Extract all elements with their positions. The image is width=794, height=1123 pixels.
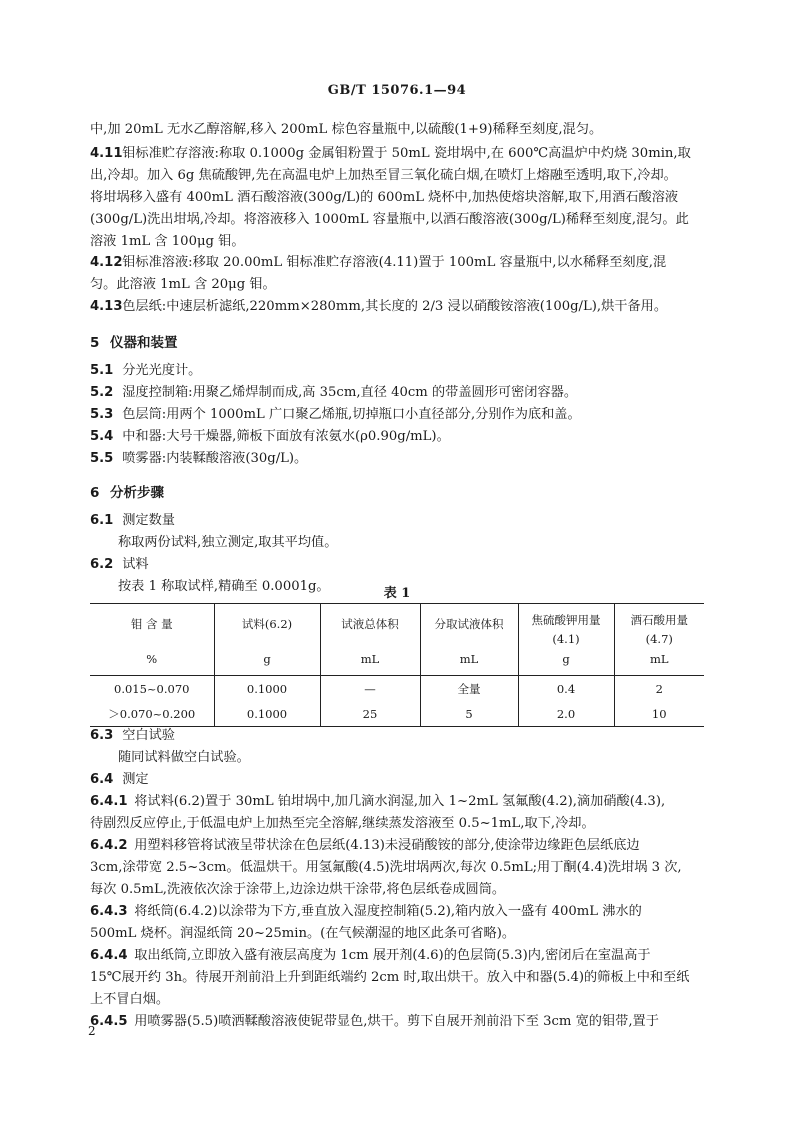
item-5-3: 5.3 色层筒:用两个 1000mL 广口聚乙烯瓶,切掉瓶口小直径部分,分别作为底和盖。 [90, 407, 581, 422]
table-cell: ＞0.070~0.200 [90, 701, 214, 727]
table-caption: 表 1 [383, 586, 411, 601]
clause-6-4-title: 6.4 测定 [90, 772, 149, 787]
table-row [90, 701, 704, 727]
clause-6-2-title: 6.2 试料 [90, 557, 149, 572]
table-cell: 5 [420, 701, 518, 727]
page-number: 2 [88, 1024, 96, 1038]
page-header: GB/T 15076.1—94 [327, 83, 467, 98]
clause-6-3-text: 随同试料做空白试验。 [118, 750, 250, 765]
clause-4-13: 4.13 色层纸:中速层析滤纸,220mm×280mm,其长度的 2/3 浸以硝酸铵溶液(100g/L),烘干备用。 [90, 299, 668, 314]
clause-4-11: 4.11 钼标准贮存溶液:称取 0.1000g 金属钼粉置于 50mL 瓷坩埚中,在 600℃高温炉中灼烧 30min,取 [90, 146, 691, 161]
para-line: 500mL 烧杯。润湿纸筒 20~25min。(在气候潮湿的地区此条可省略)。 [90, 926, 516, 941]
table-cell: — [320, 676, 420, 702]
clause-6-3-title: 6.3 空白试验 [90, 728, 175, 743]
clause-4-12: 4.12 钼标准溶液:移取 20.00mL 钼标准贮存溶液(4.11)置于 100mL 容量瓶中,以水稀释至刻度,混 [90, 255, 667, 270]
clause-6-4-4: 6.4.4 取出纸筒,立即放入盛有液层高度为 1cm 展开剂(4.6)的色层筒(5.3)内,密闭后在室温高于 [90, 948, 651, 963]
item-5-5: 5.5 喷雾器:内装鞣酸溶液(30g/L)。 [90, 451, 308, 466]
table-cell: 0.4 [518, 676, 614, 702]
item-5-1: 5.1 分光光度计。 [90, 363, 202, 378]
table-cell: 0.1000 [214, 701, 320, 727]
clause-6-2-text: 按表 1 称取试样,精确至 0.0001g。 [118, 579, 330, 594]
clause-6-1-text: 称取两份试料,独立测定,取其平均值。 [118, 535, 338, 550]
table-header: 焦硫酸钾用量 (4.1) g [518, 604, 614, 676]
para-line: 15℃展开约 3h。待展开剂前沿上升到距纸端约 2cm 时,取出烘干。放入中和器(5.4)的筛板上中和至纸 [90, 970, 690, 985]
para-line: 匀。此溶液 1mL 含 20μg 钼。 [90, 277, 276, 292]
para-line: 溶液 1mL 含 100μg 钼。 [90, 234, 245, 249]
para-line: 每次 0.5mL,洗液依次涂于涂带上,边涂边烘干涂带,将色层纸卷成圆筒。 [90, 882, 506, 897]
para-line: 中,加 20mL 无水乙醇溶解,移入 200mL 棕色容量瓶中,以硫酸(1+9)稀释至刻度,混匀。 [90, 122, 603, 137]
table-header: 酒石酸用量 (4.7) mL [614, 604, 704, 676]
para-line: 将坩埚移入盛有 400mL 酒石酸溶液(300g/L)的 600mL 烧杯中,加热使熔块溶解,取下,用酒石酸溶液 [90, 190, 679, 205]
table-header: 钼 含 量 % [90, 604, 214, 676]
clause-6-1-title: 6.1 测定数量 [90, 513, 175, 528]
para-line: 3cm,涂带宽 2.5~3cm。低温烘干。用氢氟酸(4.5)洗坩埚两次,每次 0.5mL;用丁酮(4.4)洗坩埚 3 次, [90, 860, 682, 875]
para-line: 上不冒白烟。 [90, 992, 170, 1007]
table-cell: 全量 [420, 676, 518, 702]
clause-6-4-2: 6.4.2 用塑料移管将试液呈带状涂在色层纸(4.13)未浸硝酸铵的部分,使涂带边缘距色层纸底边 [90, 838, 640, 853]
table-cell: 0.015~0.070 [114, 681, 190, 696]
table-cell: 0.1000 [214, 676, 320, 702]
table-cell: 2.0 [518, 701, 614, 727]
para-line: (300g/L)洗出坩埚,冷却。将溶液移入 1000mL 容量瓶中,以酒石酸溶液(300g/L)稀释至刻度,混匀。此 [90, 212, 689, 227]
para-line: 出,冷却。加入 6g 焦硫酸钾,先在高温电炉上加热至冒三氧化硫白烟,在喷灯上熔融至透明,取下,冷却。 [90, 168, 677, 183]
table-cell: 10 [614, 701, 704, 727]
table-header: 分取试液体积 mL [420, 604, 518, 676]
para-line: 待剧烈反应停止,于低温电炉上加热至完全溶解,继续蒸发溶液至 0.5~1mL,取下,冷却。 [90, 816, 595, 831]
section-6-heading: 6 分析步骤 [90, 485, 164, 501]
clause-6-4-1: 6.4.1 将试料(6.2)置于 30mL 铂坩埚中,加几滴水润湿,加入 1~2mL 氢氟酸(4.2),滴加硝酸(4.3), [90, 794, 666, 809]
clause-6-4-3: 6.4.3 将纸筒(6.4.2)以涂带为下方,垂直放入湿度控制箱(5.2),箱内放入一盛有 400mL 沸水的 [90, 904, 642, 919]
table-header: 试料(6.2) g [214, 604, 320, 676]
table-cell: 25 [320, 701, 420, 727]
item-5-4: 5.4 中和器:大号干燥器,筛板下面放有浓氨水(ρ0.90g/mL)。 [90, 429, 450, 444]
reagent-table [90, 603, 704, 727]
item-5-2: 5.2 湿度控制箱:用聚乙烯焊制而成,高 35cm,直径 40cm 的带盖圆形可密闭容器。 [90, 385, 578, 400]
table-row [90, 676, 704, 702]
clause-6-4-5: 6.4.5 用喷雾器(5.5)喷洒鞣酸溶液使铌带显色,烘干。剪下自展开剂前沿下至 3cm 宽的钼带,置于 [90, 1014, 659, 1029]
section-5-heading: 5 仪器和装置 [90, 335, 178, 351]
table-header: 试液总体积 mL [320, 604, 420, 676]
table-header-row [90, 604, 704, 676]
table-cell: 2 [614, 676, 704, 702]
